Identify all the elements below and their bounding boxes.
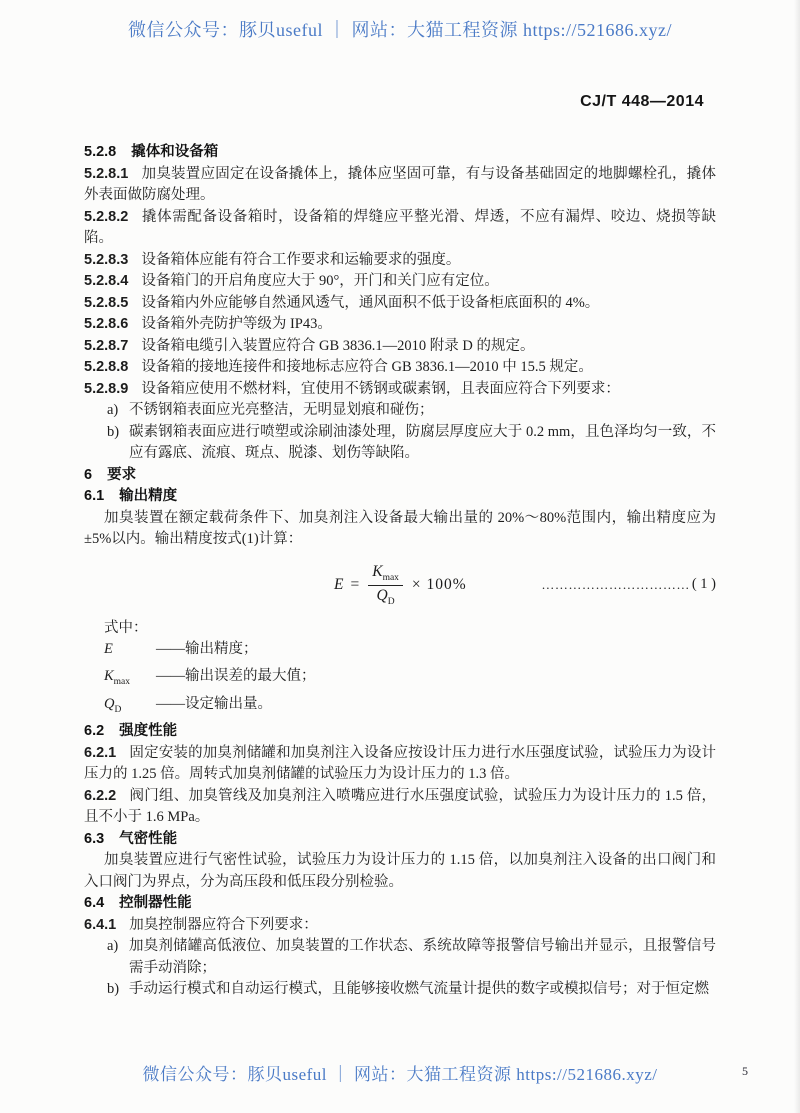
list-text: 手动运行模式和自动运行模式，且能够接收燃气流量计提供的数字或模拟信号；对于恒定燃 (129, 981, 709, 998)
clause-number: 6.2.2 (84, 787, 117, 804)
fraction (368, 563, 403, 608)
term-symbol (104, 639, 156, 666)
heading-6-4 (84, 893, 716, 915)
heading-number: 6.3 (84, 830, 105, 847)
document-body (84, 142, 716, 1001)
term-symbol (104, 666, 156, 693)
symbol-subscript: max (113, 677, 131, 688)
term-symbol (104, 694, 156, 721)
clause-5-2-8-9 (84, 379, 716, 401)
heading-title: 控制器性能 (119, 895, 192, 912)
clause-5-2-8-8 (84, 357, 716, 379)
term-definition: ——输出精度； (156, 641, 258, 658)
clause-6-2-1 (84, 743, 716, 786)
symbol: Q (104, 695, 115, 712)
list-text: 不锈钢箱表面应光亮整洁，无明显划痕和碰伤； (129, 402, 434, 418)
heading-6-1 (84, 486, 716, 508)
term-Kmax (104, 666, 716, 693)
clause-number: 5.2.8.5 (84, 294, 129, 311)
standard-number: CJ/T 448—2014 (580, 93, 704, 110)
clause-5-2-8-4 (84, 271, 716, 293)
subscript-max: max (382, 572, 399, 583)
clause-number: 5.2.8.7 (84, 337, 129, 354)
list-marker: a) (107, 402, 119, 418)
term-QD (104, 694, 716, 721)
fraction-numerator (368, 563, 403, 586)
term-E (104, 639, 716, 666)
clause-text: 加臭控制器应符合下列要求： (129, 916, 318, 933)
clause-text: 设备箱门的开启角度应大于 90°，开门和关门应有定位。 (141, 273, 499, 289)
heading-title: 撬体和设备箱 (131, 144, 219, 160)
symbol: E (104, 641, 113, 658)
heading-number: 6 (84, 466, 93, 483)
clause-number: 5.2.8.9 (84, 380, 129, 397)
list-marker: b) (107, 981, 120, 998)
paragraph-6-3: 加臭装置应进行气密性试验，试验压力为设计压力的 1.15 倍，以加臭剂注入设备的出口阀门和入口阀门为界点，分为高压段和低压段分别检验。 (84, 852, 716, 890)
symbol: K (104, 668, 114, 685)
clause-text: 撬体需配备设备箱时，设备箱的焊缝应平整光滑、焊透，不应有漏焊、咬边、烧损等缺陷。 (84, 208, 716, 246)
list-item-b (107, 979, 716, 1001)
heading-number: 6.1 (84, 488, 105, 504)
symbol-Q: Q (376, 586, 388, 604)
heading-title: 强度性能 (119, 723, 178, 740)
heading-6 (84, 465, 716, 487)
heading-6-3 (84, 829, 716, 851)
symbol-K: K (372, 562, 383, 580)
clause-number: 5.2.8.4 (84, 273, 129, 289)
symbol-subscript: D (114, 704, 122, 715)
list-item-a (107, 936, 716, 979)
clause-number: 5.2.8.3 (84, 251, 129, 268)
formula-leader-dots: …………………………… (541, 577, 690, 593)
heading-5-2-8 (84, 142, 716, 164)
clause-text: 设备箱体应能有符合工作要求和运输要求的强度。 (141, 251, 461, 268)
heading-6-2 (84, 721, 716, 743)
formula-expression (334, 563, 467, 608)
formula-multiplier: × 100% (411, 576, 467, 594)
equals-sign: = (350, 576, 360, 594)
clause-5-2-8-1 (84, 164, 716, 207)
heading-title: 输出精度 (119, 488, 178, 504)
page-number: 5 (742, 1064, 748, 1078)
clause-5-2-8-7 (84, 336, 716, 358)
clause-text: 设备箱应使用不燃材料，宜使用不锈钢或碳素钢，且表面应符合下列要求： (141, 380, 620, 397)
list-item-a (107, 400, 716, 422)
clause-5-2-8-3 (84, 250, 716, 272)
clause-number: 5.2.8.6 (84, 316, 129, 332)
where-label: 式中： (104, 619, 148, 636)
formula-1 (84, 563, 716, 608)
clause-number: 6.4.1 (84, 916, 117, 933)
footer-watermark: 微信公众号：豚贝useful ｜ 网站：大猫工程资源 https://521686.xyz/ (142, 1065, 658, 1084)
clause-text: 设备箱的接地连接件和接地标志应符合 GB 3836.1—2010 中 15.5 规定。 (141, 359, 593, 375)
heading-number: 5.2.8 (84, 144, 117, 160)
list-item-b (107, 422, 716, 465)
clause-5-2-8-2 (84, 207, 716, 250)
clause-number: 5.2.8.8 (84, 359, 129, 375)
clause-text: 设备箱内外应能够自然通风透气，通风面积不低于设备柜底面积的 4%。 (141, 294, 600, 311)
list-text: 碳素钢箱表面应进行喷塑或涂刷油漆处理，防腐层厚度应大于 0.2 mm，且色泽均匀一致，不应有露底、流痕、斑点、脱漆、划伤等缺陷。 (129, 423, 716, 461)
term-definition: ——设定输出量。 (156, 695, 272, 712)
subscript-D: D (387, 596, 395, 607)
clause-5-2-8-6 (84, 314, 716, 336)
clause-5-2-8-5 (84, 293, 716, 315)
term-definition: ——输出误差的最大值； (156, 668, 316, 685)
equation-number: ( 1 ) (691, 576, 716, 593)
clause-6-4-1 (84, 915, 716, 937)
heading-number: 6.4 (84, 895, 105, 912)
heading-title: 要求 (107, 466, 137, 483)
clause-6-2-2 (84, 786, 716, 829)
clause-number: 6.2.1 (84, 744, 117, 761)
formula-lhs: E (334, 576, 344, 594)
list-text: 加臭剂储罐高低液位、加臭装置的工作状态、系统故障等报警信号输出并显示，且报警信号需手动消除； (129, 938, 716, 976)
heading-title: 气密性能 (119, 830, 178, 847)
header-watermark: 微信公众号：豚贝useful ｜ 网站：大猫工程资源 https://521686.xyz/ (128, 20, 672, 40)
clause-text: 阀门组、加臭管线及加臭剂注入喷嘴应进行水压强度试验，试验压力为设计压力的 1.5 倍，且不小于 1.6 MPa。 (84, 787, 716, 826)
clause-text: 固定安装的加臭剂储罐和加臭剂注入设备应按设计压力进行水压强度试验，试验压力为设计压力的 1.25 倍。周转式加臭剂储罐的试验压力为设计压力的 1.3 倍。 (84, 744, 716, 783)
fraction-denominator (377, 586, 395, 608)
clause-text: 设备箱外壳防护等级为 IP43。 (141, 316, 332, 332)
heading-number: 6.2 (84, 723, 105, 740)
clause-number: 5.2.8.1 (84, 165, 129, 182)
paragraph-6-1: 加臭装置在额定载荷条件下、加臭剂注入设备最大输出量的 20%～80%范围内，输出精度应为±5%以内。输出精度按式(1)计算： (84, 509, 716, 547)
list-marker: b) (107, 423, 120, 440)
scan-edge-shadow (794, 0, 800, 1113)
clause-text: 加臭装置应固定在设备撬体上，撬体应坚固可靠，有与设备基础固定的地脚螺栓孔，撬体外表面做防腐处理。 (84, 165, 716, 203)
list-marker: a) (107, 938, 119, 955)
clause-number: 5.2.8.2 (84, 208, 129, 225)
clause-text: 设备箱电缆引入装置应符合 GB 3836.1—2010 附录 D 的规定。 (141, 337, 535, 354)
